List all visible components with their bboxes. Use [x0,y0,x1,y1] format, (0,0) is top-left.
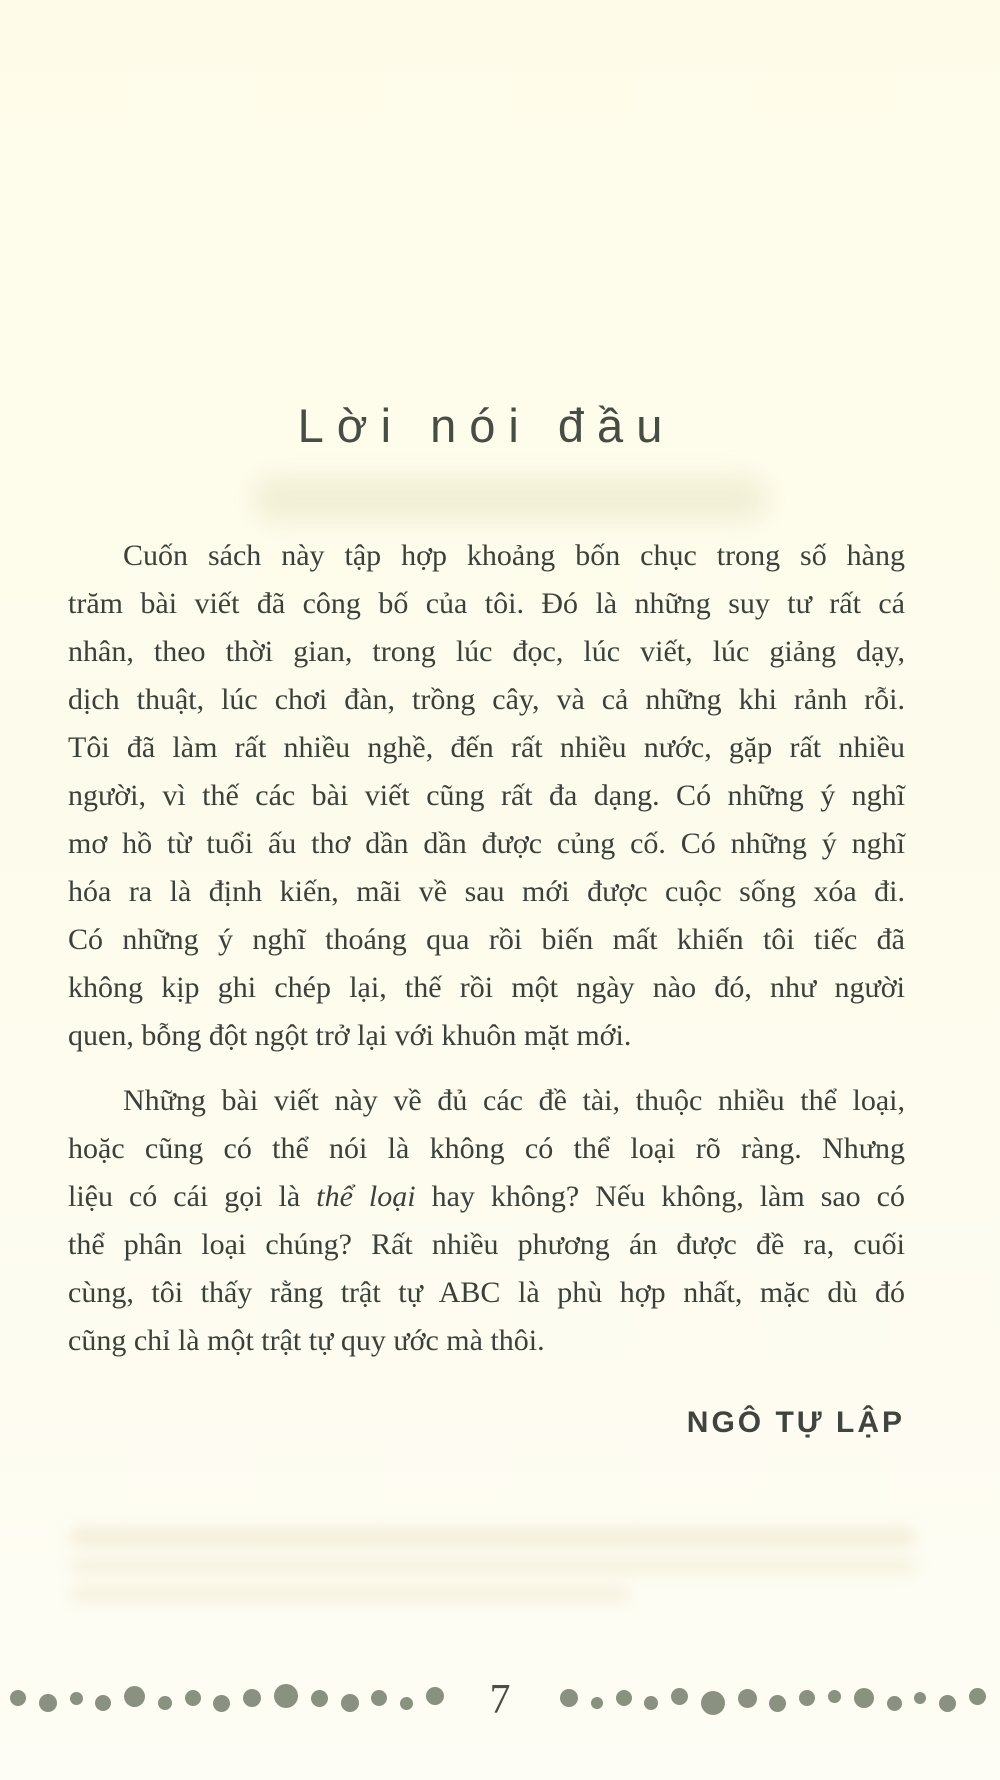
text-segment: mơ hồ từ tuổi ấu thơ dần dần được củng cố. Có những ý nghĩ [68,827,905,860]
paragraph-line [68,580,905,628]
page-number: 7 [489,1677,511,1723]
paragraph [68,1077,905,1365]
paragraph-line [68,916,905,964]
paragraph-line [68,532,905,580]
page-bleed-artifact [255,478,765,520]
paragraph-line [68,1125,905,1173]
ornament-dot [769,1695,786,1712]
ornament-dot [701,1691,725,1715]
paragraph [68,532,905,1060]
text-segment: hóa ra là định kiến, mãi về sau mới được cuộc sống xóa đi. [68,875,905,908]
paragraph-line [68,1077,905,1125]
ornament-dot [939,1695,956,1712]
ornament-dot [738,1689,757,1708]
text-segment: trăm bài viết đã công bố của tôi. Đó là những suy tư rất cá [68,587,905,620]
ornament-dot [671,1688,688,1705]
text-segment: dịch thuật, lúc chơi đàn, trồng cây, và cả những khi rảnh rỗi. [68,683,905,716]
page-bleed-artifact [70,1558,915,1574]
text-segment: cũng chỉ là một trật tự quy ước mà thôi. [68,1324,545,1357]
text-segment: hoặc cũng có thể nói là không có thể loại rõ ràng. Nhưng [68,1132,905,1165]
paragraph-line [68,772,905,820]
ornament-dot [799,1690,815,1706]
ornament-dot [616,1690,632,1706]
paragraph-line [68,868,905,916]
text-segment: người, vì thế các bài viết cũng rất đa dạng. Có những ý nghĩ [68,779,905,812]
text-segment: Có những ý nghĩ thoáng qua rồi biến mất khiến tôi tiếc đã [68,923,905,956]
text-segment: liệu có cái gọi là [68,1180,317,1213]
ornament-dot [644,1696,658,1710]
paragraph-line [68,1317,905,1365]
paragraph-line [68,964,905,1012]
ornament-dot [854,1688,874,1708]
paragraph-line [68,1269,905,1317]
ornament-dot [887,1696,902,1711]
paragraph-line [68,1173,905,1221]
paragraph-line [68,724,905,772]
page-title: Lời nói đầu [297,399,676,452]
ornament-dot [969,1688,986,1705]
text-segment: hay không? Nếu không, làm sao có [415,1180,905,1213]
text-segment: Cuốn sách này tập hợp khoảng bốn chục trong số hàng [123,539,905,572]
ornament-dot [560,1689,578,1707]
text-segment: thể phân loại chúng? Rất nhiều phương án được đề ra, cuối [68,1228,905,1261]
page-bleed-artifact [70,1528,915,1546]
page-footer [0,1678,1000,1722]
paragraph-line [68,1012,905,1060]
paragraph-line [68,1221,905,1269]
paragraph-line [68,820,905,868]
ornament-dot [828,1690,841,1703]
paragraph-line [68,676,905,724]
italic-text: thể loại [316,1180,416,1213]
ornament-dot [591,1697,603,1709]
text-segment: nhân, theo thời gian, trong lúc đọc, lúc viết, lúc giảng dạy, [68,635,905,668]
page-content [68,532,905,1365]
dot-ornament-right [560,1678,986,1722]
text-segment: quen, bỗng đột ngột trở lại với khuôn mặt mới. [68,1019,632,1052]
text-segment: Những bài viết này về đủ các đề tài, thuộc nhiều thể loại, [123,1084,905,1117]
ornament-dot [914,1692,926,1704]
text-segment: không kịp ghi chép lại, thế rồi một ngày nào đó, như người [68,971,905,1004]
text-segment: cùng, tôi thấy rằng trật tự ABC là phù hợp nhất, mặc dù đó [68,1276,905,1309]
page-bleed-artifact [70,1586,630,1602]
text-segment: Tôi đã làm rất nhiều nghề, đến rất nhiều nước, gặp rất nhiều [68,731,905,764]
paragraph-line [68,628,905,676]
author-signature: NGÔ TỰ LẬP [686,1406,905,1439]
